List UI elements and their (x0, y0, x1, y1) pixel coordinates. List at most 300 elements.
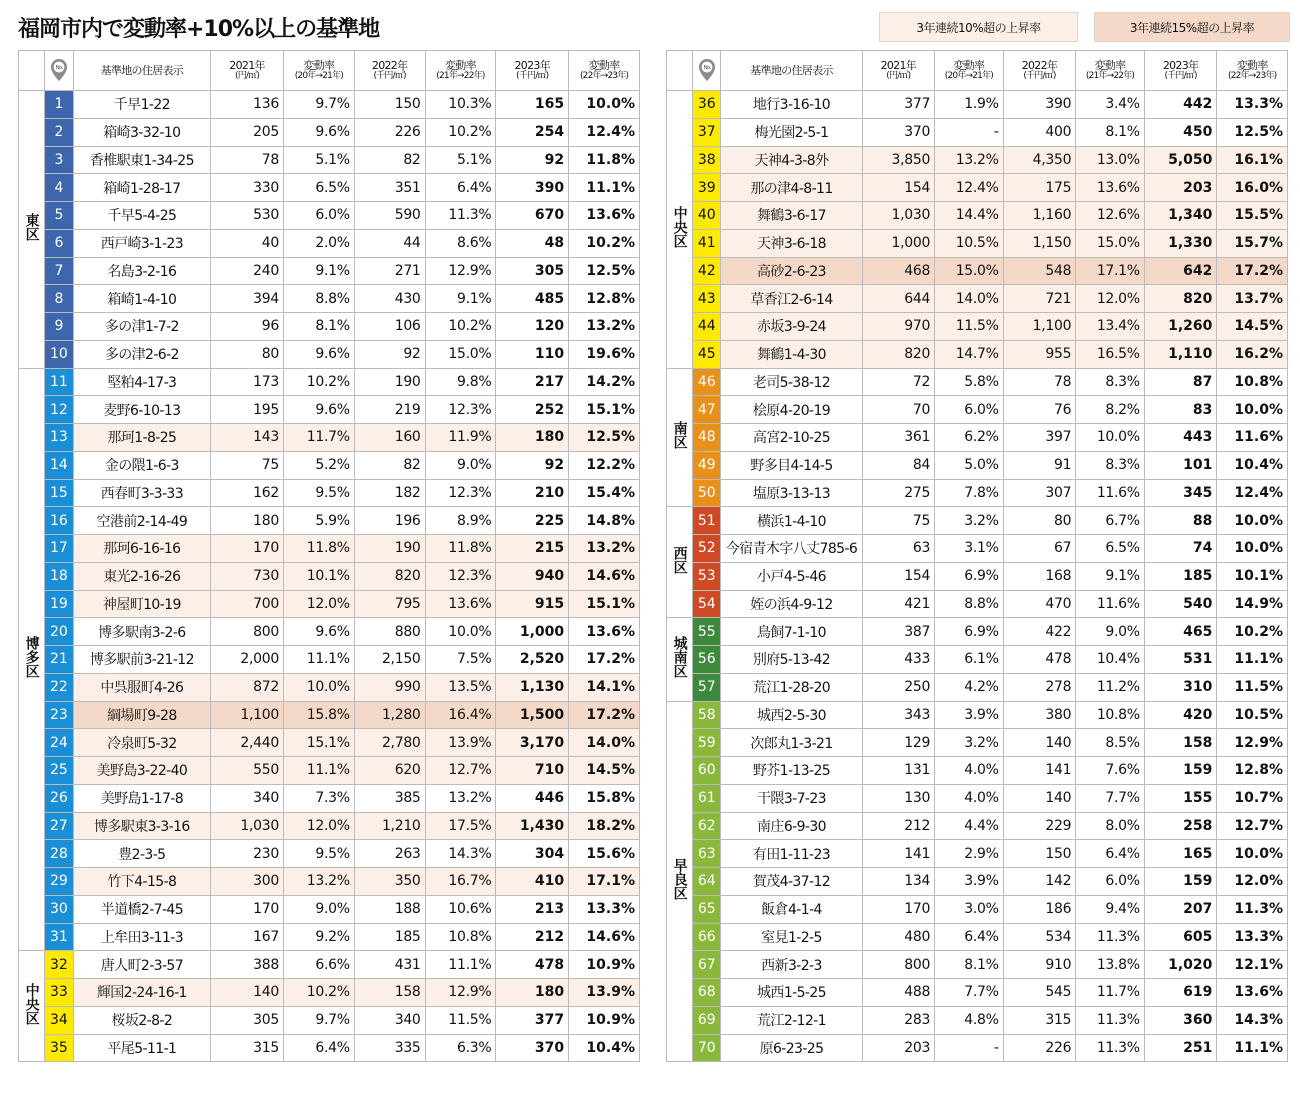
value-2022-cell: 335 (354, 1034, 425, 1062)
rate-2022-cell: 7.6% (1076, 757, 1145, 785)
row-number: 62 (693, 812, 721, 840)
value-2023-cell: 940 (496, 562, 569, 590)
rate-2023-cell: 12.5% (569, 424, 640, 452)
value-2023-cell: 203 (1144, 174, 1217, 202)
rate-2023-cell: 15.6% (569, 840, 640, 868)
value-2021-cell: 40 (211, 229, 284, 257)
rate-2021-cell: 5.8% (935, 368, 1004, 396)
address-cell: 博多駅東3-3-16 (73, 812, 211, 840)
address-cell: 城西2-5-30 (721, 701, 862, 729)
row-number: 49 (693, 451, 721, 479)
address-cell: 舞鶴1-4-30 (721, 340, 862, 368)
rate-2021-cell: 6.2% (935, 424, 1004, 452)
row-number: 45 (693, 340, 721, 368)
table-row (19, 91, 640, 119)
page-title: 福岡市内で変動率+10%以上の基準地 (18, 17, 380, 42)
value-2023-cell: 642 (1144, 257, 1217, 285)
rate-2021-cell: 10.5% (935, 229, 1004, 257)
row-number: 1 (45, 91, 73, 119)
rate-2023-cell: 13.3% (1217, 91, 1288, 119)
value-2023-cell: 258 (1144, 812, 1217, 840)
table-row (19, 340, 640, 368)
address-cell: 那の津4-8-11 (721, 174, 862, 202)
address-cell: 塩原3-13-13 (721, 479, 862, 507)
rate-2021-cell: 4.4% (935, 812, 1004, 840)
value-2023-cell: 540 (1144, 590, 1217, 618)
rate-2021-cell: 14.0% (935, 285, 1004, 313)
rate-2022-cell: 11.3% (425, 202, 496, 230)
value-2021-cell: 154 (862, 562, 935, 590)
address-cell: 那珂6-16-16 (73, 535, 211, 563)
value-2022-cell: 219 (354, 396, 425, 424)
address-cell: 博多駅前3-21-12 (73, 646, 211, 674)
value-2021-cell: 315 (211, 1034, 284, 1062)
value-2022-cell: 795 (354, 590, 425, 618)
address-cell: 箱崎1-4-10 (73, 285, 211, 313)
value-2021-cell: 820 (862, 340, 935, 368)
value-2022-cell: 2,150 (354, 646, 425, 674)
rate-2021-cell: 6.4% (283, 1034, 354, 1062)
rate-2023-cell: 11.1% (1217, 1034, 1288, 1062)
rate-2022-cell: 17.5% (425, 812, 496, 840)
value-2023-cell: 159 (1144, 757, 1217, 785)
value-2021-cell: 136 (211, 91, 284, 119)
value-2022-cell: 4,350 (1003, 146, 1076, 174)
value-2023-cell: 87 (1144, 368, 1217, 396)
value-2023-cell: 410 (496, 868, 569, 896)
row-number: 24 (45, 729, 73, 757)
rate-2022-cell: 11.1% (425, 951, 496, 979)
no-icon-label: No. (55, 64, 63, 71)
row-number: 44 (693, 313, 721, 341)
value-2021-cell: 250 (862, 673, 935, 701)
address-cell: 姪の浜4-9-12 (721, 590, 862, 618)
address-cell: 今宿青木字八丈785-6 (721, 535, 862, 563)
rate-2021-cell: 6.4% (935, 923, 1004, 951)
table-row (667, 507, 1288, 535)
rate-2021-cell: - (935, 118, 1004, 146)
rate-2021-cell: 3.9% (935, 701, 1004, 729)
rate-2023-cell: 10.1% (1217, 562, 1288, 590)
address-cell: 賀茂4-37-12 (721, 868, 862, 896)
value-2023-cell: 180 (496, 979, 569, 1007)
table-row (19, 202, 640, 230)
no-icon-label: No. (703, 64, 711, 71)
value-2021-cell: 154 (862, 174, 935, 202)
rate-2022-cell: 11.6% (1076, 590, 1145, 618)
no-header (693, 51, 721, 91)
value-2022-cell: 78 (1003, 368, 1076, 396)
district-name: 早良区 (671, 858, 688, 901)
rate-2023-cell: 10.2% (1217, 618, 1288, 646)
address-cell: 老司5-38-12 (721, 368, 862, 396)
value-2021-cell: 131 (862, 757, 935, 785)
value-2023-cell: 420 (1144, 701, 1217, 729)
value-2023-cell: 1,340 (1144, 202, 1217, 230)
table-row (667, 729, 1288, 757)
value-2023-cell: 88 (1144, 507, 1217, 535)
value-2022-cell: 1,280 (354, 701, 425, 729)
table-row (667, 895, 1288, 923)
value-2021-cell: 205 (211, 118, 284, 146)
value-2023-cell: 531 (1144, 646, 1217, 674)
address-cell: 豊2-3-5 (73, 840, 211, 868)
rate-2022-cell: 11.9% (425, 424, 496, 452)
rate-2023-cell: 10.5% (1217, 701, 1288, 729)
table-row (19, 174, 640, 202)
value-2022-cell: 990 (354, 673, 425, 701)
row-number: 14 (45, 451, 73, 479)
row-number: 30 (45, 895, 73, 923)
table-row (19, 424, 640, 452)
rate-2023-cell: 11.3% (1217, 895, 1288, 923)
value-2021-cell: 230 (211, 840, 284, 868)
row-number: 50 (693, 479, 721, 507)
value-2023-cell: 820 (1144, 285, 1217, 313)
rate-2022-cell: 6.0% (1076, 868, 1145, 896)
rate-2021-cell: 15.1% (283, 729, 354, 757)
rate-2021-cell: 9.2% (283, 923, 354, 951)
rate1-header (283, 51, 354, 91)
rate-2022-cell: 15.0% (425, 340, 496, 368)
value-2022-cell: 190 (354, 535, 425, 563)
row-number: 42 (693, 257, 721, 285)
rate-2021-cell: 14.7% (935, 340, 1004, 368)
rate-2023-cell: 10.4% (1217, 451, 1288, 479)
rate-2023-cell: 13.6% (569, 202, 640, 230)
rate-2023-cell: 13.3% (1217, 923, 1288, 951)
value-2022-cell: 196 (354, 507, 425, 535)
rate-2023-cell: 13.9% (569, 979, 640, 1007)
table-row (19, 812, 640, 840)
table-row (19, 729, 640, 757)
row-number: 15 (45, 479, 73, 507)
rate-2022-cell: 12.9% (425, 257, 496, 285)
value-2021-cell: 240 (211, 257, 284, 285)
value-2021-cell: 377 (862, 91, 935, 119)
rate-2023-cell: 15.8% (569, 784, 640, 812)
address-cell: 箱崎1-28-17 (73, 174, 211, 202)
rate-2021-cell: 3.1% (935, 535, 1004, 563)
table-row (667, 174, 1288, 202)
value-2022-cell: 1,160 (1003, 202, 1076, 230)
address-cell: 西新3-2-3 (721, 951, 862, 979)
district-label (19, 91, 45, 369)
address-cell: 名島3-2-16 (73, 257, 211, 285)
y2022-label: 2022年 (371, 58, 408, 72)
table-row (667, 840, 1288, 868)
value-2023-cell: 74 (1144, 535, 1217, 563)
row-number: 23 (45, 701, 73, 729)
rate-2023-cell: 18.2% (569, 812, 640, 840)
address-cell: 神屋町10-19 (73, 590, 211, 618)
rate-2021-cell: 12.0% (283, 590, 354, 618)
rate3-sub: (22年→23年) (579, 70, 629, 81)
value-2021-cell: 170 (211, 895, 284, 923)
rate-2021-cell: 3.2% (935, 507, 1004, 535)
rate2-label: 変動率 (1094, 58, 1126, 72)
rate-2021-cell: 5.2% (283, 451, 354, 479)
value-2023-cell: 110 (496, 340, 569, 368)
rate1-label: 変動率 (303, 58, 335, 72)
rate-2021-cell: 13.2% (283, 868, 354, 896)
rate-2021-cell: 9.0% (283, 895, 354, 923)
row-number: 34 (45, 1006, 73, 1034)
row-number: 67 (693, 951, 721, 979)
value-2022-cell: 545 (1003, 979, 1076, 1007)
rate-2022-cell: 7.5% (425, 646, 496, 674)
value-2021-cell: 283 (862, 1006, 935, 1034)
value-2022-cell: 422 (1003, 618, 1076, 646)
value-2022-cell: 92 (354, 340, 425, 368)
address-cell: 西春町3-3-33 (73, 479, 211, 507)
address-cell: 堅粕4-17-3 (73, 368, 211, 396)
row-number: 13 (45, 424, 73, 452)
value-2021-cell: 170 (862, 895, 935, 923)
row-number: 18 (45, 562, 73, 590)
value-2023-cell: 465 (1144, 618, 1217, 646)
table-row (667, 923, 1288, 951)
rate-2021-cell: 8.1% (283, 313, 354, 341)
value-2021-cell: 1,030 (862, 202, 935, 230)
address-cell: 箱崎3-32-10 (73, 118, 211, 146)
table-row (19, 257, 640, 285)
address-cell: 多の津1-7-2 (73, 313, 211, 341)
rate-2022-cell: 5.1% (425, 146, 496, 174)
address-cell: 高砂2-6-23 (721, 257, 862, 285)
rate-2023-cell: 13.2% (569, 535, 640, 563)
table-row (19, 1034, 640, 1062)
value-2021-cell: 84 (862, 451, 935, 479)
value-2022-cell: 82 (354, 451, 425, 479)
address-cell: 千早5-4-25 (73, 202, 211, 230)
y2021-unit: (円/㎡) (235, 70, 260, 81)
address-cell: 小戸4-5-46 (721, 562, 862, 590)
rate3-header (1217, 51, 1288, 91)
rate-2022-cell: 9.1% (1076, 562, 1145, 590)
table-row (667, 396, 1288, 424)
rate-2023-cell: 12.1% (1217, 951, 1288, 979)
value-2021-cell: 275 (862, 479, 935, 507)
rate-2021-cell: 2.0% (283, 229, 354, 257)
rate-2022-cell: 8.3% (1076, 368, 1145, 396)
table-row (667, 424, 1288, 452)
rate-2021-cell: 5.0% (935, 451, 1004, 479)
row-number: 57 (693, 673, 721, 701)
row-number: 60 (693, 757, 721, 785)
address-cell: 東光2-16-26 (73, 562, 211, 590)
table-row (19, 757, 640, 785)
rate-2022-cell: 8.1% (1076, 118, 1145, 146)
rate-2021-cell: 12.0% (283, 812, 354, 840)
left-table (18, 50, 640, 1062)
rate-2023-cell: 10.9% (569, 1006, 640, 1034)
address-cell: 西戸崎3-1-23 (73, 229, 211, 257)
row-number: 29 (45, 868, 73, 896)
value-2022-cell: 390 (1003, 91, 1076, 119)
rate-2023-cell: 14.2% (569, 368, 640, 396)
rate-2021-cell: 8.8% (935, 590, 1004, 618)
value-2023-cell: 1,330 (1144, 229, 1217, 257)
row-number: 59 (693, 729, 721, 757)
value-2023-cell: 254 (496, 118, 569, 146)
rate-2022-cell: 10.8% (425, 923, 496, 951)
rate-2022-cell: 9.4% (1076, 895, 1145, 923)
value-2021-cell: 530 (211, 202, 284, 230)
y2021-unit: (円/㎡) (886, 70, 911, 81)
address-header-label: 基準地の住居表示 (100, 64, 184, 77)
no-header (45, 51, 73, 91)
row-number: 6 (45, 229, 73, 257)
address-cell: 千早1-22 (73, 91, 211, 119)
value-2022-cell: 226 (354, 118, 425, 146)
value-2023-cell: 478 (496, 951, 569, 979)
value-2022-cell: 229 (1003, 812, 1076, 840)
value-2021-cell: 800 (862, 951, 935, 979)
value-2022-cell: 431 (354, 951, 425, 979)
rate-2021-cell: 9.6% (283, 618, 354, 646)
rate-2023-cell: 10.0% (1217, 535, 1288, 563)
rate-2023-cell: 12.5% (569, 257, 640, 285)
table-row (19, 507, 640, 535)
value-2023-cell: 185 (1144, 562, 1217, 590)
value-2023-cell: 158 (1144, 729, 1217, 757)
rate-2022-cell: 3.4% (1076, 91, 1145, 119)
table-row (667, 618, 1288, 646)
value-2021-cell: 340 (211, 784, 284, 812)
value-2022-cell: 620 (354, 757, 425, 785)
district-name: 城南区 (671, 636, 688, 679)
row-number: 64 (693, 868, 721, 896)
rate-2023-cell: 12.4% (1217, 479, 1288, 507)
rate-2023-cell: 12.8% (569, 285, 640, 313)
rate-2022-cell: 8.9% (425, 507, 496, 535)
rate-2022-cell: 8.3% (1076, 451, 1145, 479)
rate-2023-cell: 15.7% (1217, 229, 1288, 257)
legend-10-percent (879, 12, 1078, 42)
address-cell: 飯倉4-1-4 (721, 895, 862, 923)
value-2022-cell: 160 (354, 424, 425, 452)
row-number: 37 (693, 118, 721, 146)
value-2023-cell: 120 (496, 313, 569, 341)
value-2022-cell: 158 (354, 979, 425, 1007)
value-2021-cell: 134 (862, 868, 935, 896)
address-cell: 鳥飼7-1-10 (721, 618, 862, 646)
address-header-label: 基準地の住居表示 (750, 64, 833, 77)
rate-2023-cell: 13.6% (1217, 979, 1288, 1007)
value-2022-cell: 150 (1003, 840, 1076, 868)
rate-2022-cell: 6.7% (1076, 507, 1145, 535)
value-2022-cell: 142 (1003, 868, 1076, 896)
table-row (19, 868, 640, 896)
address-cell: 麦野6-10-13 (73, 396, 211, 424)
value-2021-cell: 330 (211, 174, 284, 202)
rate3-label: 変動率 (588, 58, 620, 72)
value-2023-cell: 1,130 (496, 673, 569, 701)
value-2023-cell: 485 (496, 285, 569, 313)
row-number: 16 (45, 507, 73, 535)
rate-2022-cell: 11.3% (1076, 1006, 1145, 1034)
table-row (667, 118, 1288, 146)
address-cell: 野芥1-13-25 (721, 757, 862, 785)
value-2023-cell: 443 (1144, 424, 1217, 452)
value-2021-cell: 162 (211, 479, 284, 507)
rate-2023-cell: 15.5% (1217, 202, 1288, 230)
rate1-header (935, 51, 1004, 91)
rate-2023-cell: 15.1% (569, 590, 640, 618)
rate-2021-cell: 9.7% (283, 91, 354, 119)
rate-2021-cell: 10.0% (283, 673, 354, 701)
rate-2023-cell: 15.1% (569, 396, 640, 424)
value-2022-cell: 140 (1003, 729, 1076, 757)
value-2022-cell: 106 (354, 313, 425, 341)
table-row (667, 285, 1288, 313)
value-2022-cell: 185 (354, 923, 425, 951)
rate-2021-cell: 10.2% (283, 979, 354, 1007)
table-row (667, 979, 1288, 1007)
table-row (19, 118, 640, 146)
row-number: 11 (45, 368, 73, 396)
row-number: 19 (45, 590, 73, 618)
value-2021-cell: 800 (211, 618, 284, 646)
district-name: 東区 (23, 213, 40, 242)
y2021-header (211, 51, 284, 91)
rate-2023-cell: 11.1% (569, 174, 640, 202)
table-row (19, 646, 640, 674)
rate-2023-cell: 19.6% (569, 340, 640, 368)
rate-2023-cell: 11.6% (1217, 424, 1288, 452)
value-2023-cell: 207 (1144, 895, 1217, 923)
value-2021-cell: 130 (862, 784, 935, 812)
value-2022-cell: 226 (1003, 1034, 1076, 1062)
value-2023-cell: 92 (496, 146, 569, 174)
row-number: 33 (45, 979, 73, 1007)
row-number: 35 (45, 1034, 73, 1062)
rate-2022-cell: 10.8% (1076, 701, 1145, 729)
rate-2022-cell: 10.2% (425, 118, 496, 146)
y2022-unit: (千円/㎡) (373, 70, 406, 81)
value-2022-cell: 141 (1003, 757, 1076, 785)
rate2-label: 変動率 (444, 58, 476, 72)
table-row (667, 146, 1288, 174)
district-name: 南区 (671, 421, 688, 450)
rate-2022-cell: 11.6% (1076, 479, 1145, 507)
value-2021-cell: 96 (211, 313, 284, 341)
value-2021-cell: 730 (211, 562, 284, 590)
rate-2022-cell: 13.8% (1076, 951, 1145, 979)
rate-2021-cell: 9.5% (283, 479, 354, 507)
rate-2021-cell: 14.4% (935, 202, 1004, 230)
rate-2023-cell: 13.3% (569, 895, 640, 923)
address-cell: 平尾5-11-1 (73, 1034, 211, 1062)
address-cell: 草香江2-6-14 (721, 285, 862, 313)
value-2022-cell: 350 (354, 868, 425, 896)
rate1-label: 変動率 (953, 58, 985, 72)
rate-2021-cell: - (935, 1034, 1004, 1062)
table-row (667, 313, 1288, 341)
rate-2022-cell: 12.7% (425, 757, 496, 785)
rate-2022-cell: 8.5% (1076, 729, 1145, 757)
value-2021-cell: 129 (862, 729, 935, 757)
rate-2022-cell: 10.4% (1076, 646, 1145, 674)
table-row (19, 840, 640, 868)
address-cell: 美野島3-22-40 (73, 757, 211, 785)
value-2023-cell: 605 (1144, 923, 1217, 951)
rate-2021-cell: 6.9% (935, 618, 1004, 646)
row-number: 43 (693, 285, 721, 313)
address-cell: 綱場町9-28 (73, 701, 211, 729)
row-number: 52 (693, 535, 721, 563)
